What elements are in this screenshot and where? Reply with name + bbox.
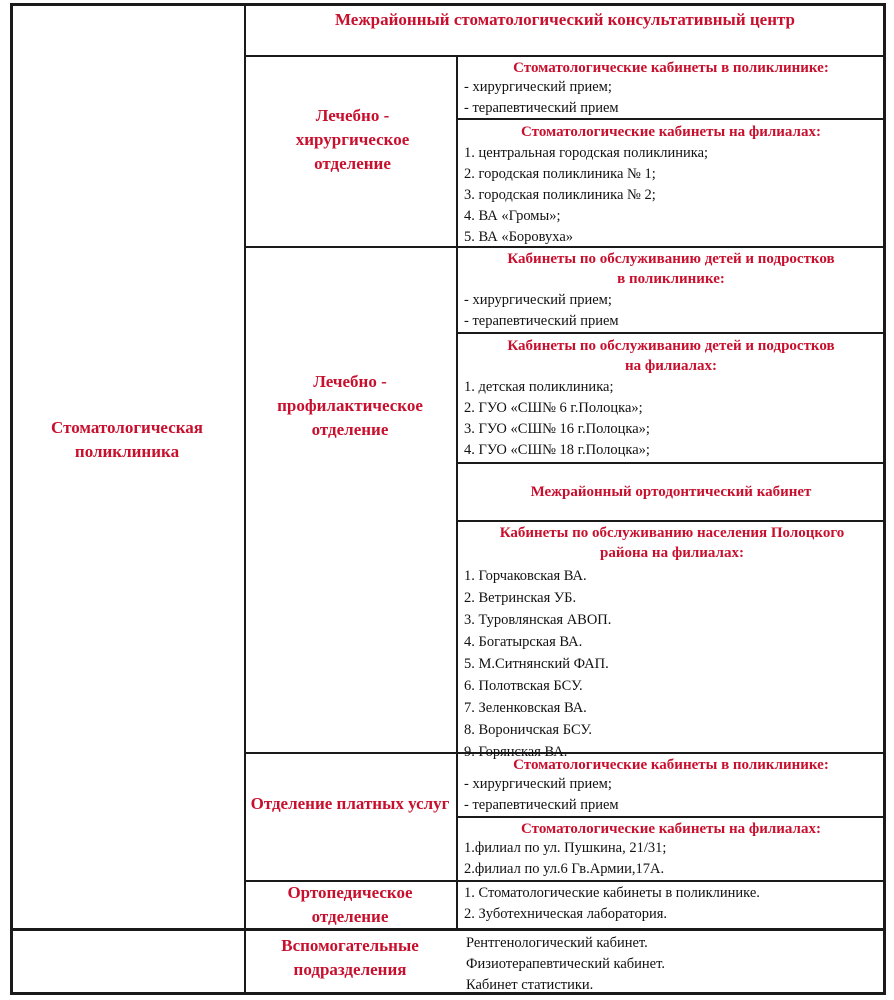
list-item: 2. Зуботехническая лаборатория. xyxy=(464,906,667,922)
paid-clinic-list xyxy=(464,774,619,816)
list-item: 4. ГУО «СШ№ 18 г.Полоцка»; xyxy=(464,442,650,458)
children-branches-list xyxy=(464,377,650,461)
list-item: 5. М.Ситнянский ФАП. xyxy=(464,656,609,672)
top-header: Межрайонный стоматологический консультативный центр xyxy=(334,10,796,29)
orthopedic-list xyxy=(464,883,760,925)
dept-surgical: Лечебно - хирургическое отделение xyxy=(295,106,410,173)
list-item: 1. Горчаковская ВА. xyxy=(464,568,587,584)
divider-paid-inner xyxy=(456,816,886,818)
children-clinic-list xyxy=(464,290,619,332)
divider-left-column xyxy=(244,3,246,995)
list-item: 2. ГУО «СШ№ 6 г.Полоцка»; xyxy=(464,400,643,416)
list-item: - терапевтический прием xyxy=(464,100,619,116)
divider-orthodontic xyxy=(456,520,886,522)
list-item: 9. Горянская ВА. xyxy=(464,744,568,760)
left-label-polyclinic: Стоматологическая поликлиника xyxy=(51,418,203,461)
list-item: 4. ВА «Громы»; xyxy=(464,208,561,224)
dept-paid: Отделение платных услуг xyxy=(250,794,450,813)
list-item: 1. центральная городская поликлиника; xyxy=(464,145,709,161)
list-item: 4. Богатырская ВА. xyxy=(464,634,583,650)
district-branches-list xyxy=(464,565,611,763)
list-item: - хирургический прием; xyxy=(464,776,612,792)
list-item: 7. Зеленковская ВА. xyxy=(464,700,587,716)
auxiliary-list xyxy=(466,933,665,996)
divider-children-branches xyxy=(456,462,886,464)
divider-children-clinic xyxy=(456,332,886,334)
dept-auxiliary: Вспомогательные подразделения xyxy=(281,936,419,979)
divider-header xyxy=(244,55,886,57)
list-item: 3. Туровлянская АВОП. xyxy=(464,612,612,628)
orthodontic-cabinet: Межрайонный ортодонтический кабинет xyxy=(530,484,812,500)
paid-branches-title: Стоматологические кабинеты на филиалах: xyxy=(521,821,821,837)
list-item: 1.филиал по ул. Пушкина, 21/31; xyxy=(464,840,667,856)
paid-branches-list xyxy=(464,838,666,880)
surgical-clinic-list xyxy=(464,77,619,119)
list-item: 8. Вороничская БСУ. xyxy=(464,722,592,738)
paid-clinic-title: Стоматологические кабинеты в поликлинике: xyxy=(513,757,829,773)
list-item: Рентгенологический кабинет. xyxy=(466,935,648,951)
list-item: 1. детская поликлиника; xyxy=(464,379,614,395)
list-item: - терапевтический прием xyxy=(464,797,619,813)
list-item: Физиотерапевтический кабинет. xyxy=(466,956,665,972)
list-item: Кабинет статистики. xyxy=(466,977,594,993)
list-item: 6. Полотвская БСУ. xyxy=(464,678,583,694)
dept-preventive: Лечебно - профилактическое отделение xyxy=(277,372,423,439)
list-item: 5. ВА «Боровуха» xyxy=(464,229,574,245)
surgical-clinic-title: Стоматологические кабинеты в поликлинике: xyxy=(513,60,829,76)
district-branches-title: Кабинеты по обслуживанию населения Полоцкого района на филиалах: xyxy=(499,525,845,561)
list-item: 2.филиал по ул.6 Гв.Армии,17А. xyxy=(464,861,665,877)
divider-dept-column xyxy=(456,56,458,930)
list-item: 2. городская поликлиника № 1; xyxy=(464,166,656,182)
list-item: - хирургический прием; xyxy=(464,79,612,95)
list-item: 1. Стоматологические кабинеты в поликлинике. xyxy=(464,885,760,901)
dept-orthopedic: Ортопедическое отделение xyxy=(287,883,413,926)
list-item: - хирургический прием; xyxy=(464,292,612,308)
list-item: 3. городская поликлиника № 2; xyxy=(464,187,656,203)
surgical-branches-title: Стоматологические кабинеты на филиалах: xyxy=(521,124,821,140)
surgical-branches-list xyxy=(464,143,708,248)
list-item: 2. Ветринская УБ. xyxy=(464,590,577,606)
list-item: - терапевтический прием xyxy=(464,313,619,329)
children-branches-title: Кабинеты по обслуживанию детей и подростков на филиалах: xyxy=(507,338,835,374)
list-item: 3. ГУО «СШ№ 16 г.Полоцка»; xyxy=(464,421,650,437)
children-clinic-title: Кабинеты по обслуживанию детей и подростков в поликлинике: xyxy=(507,251,835,287)
